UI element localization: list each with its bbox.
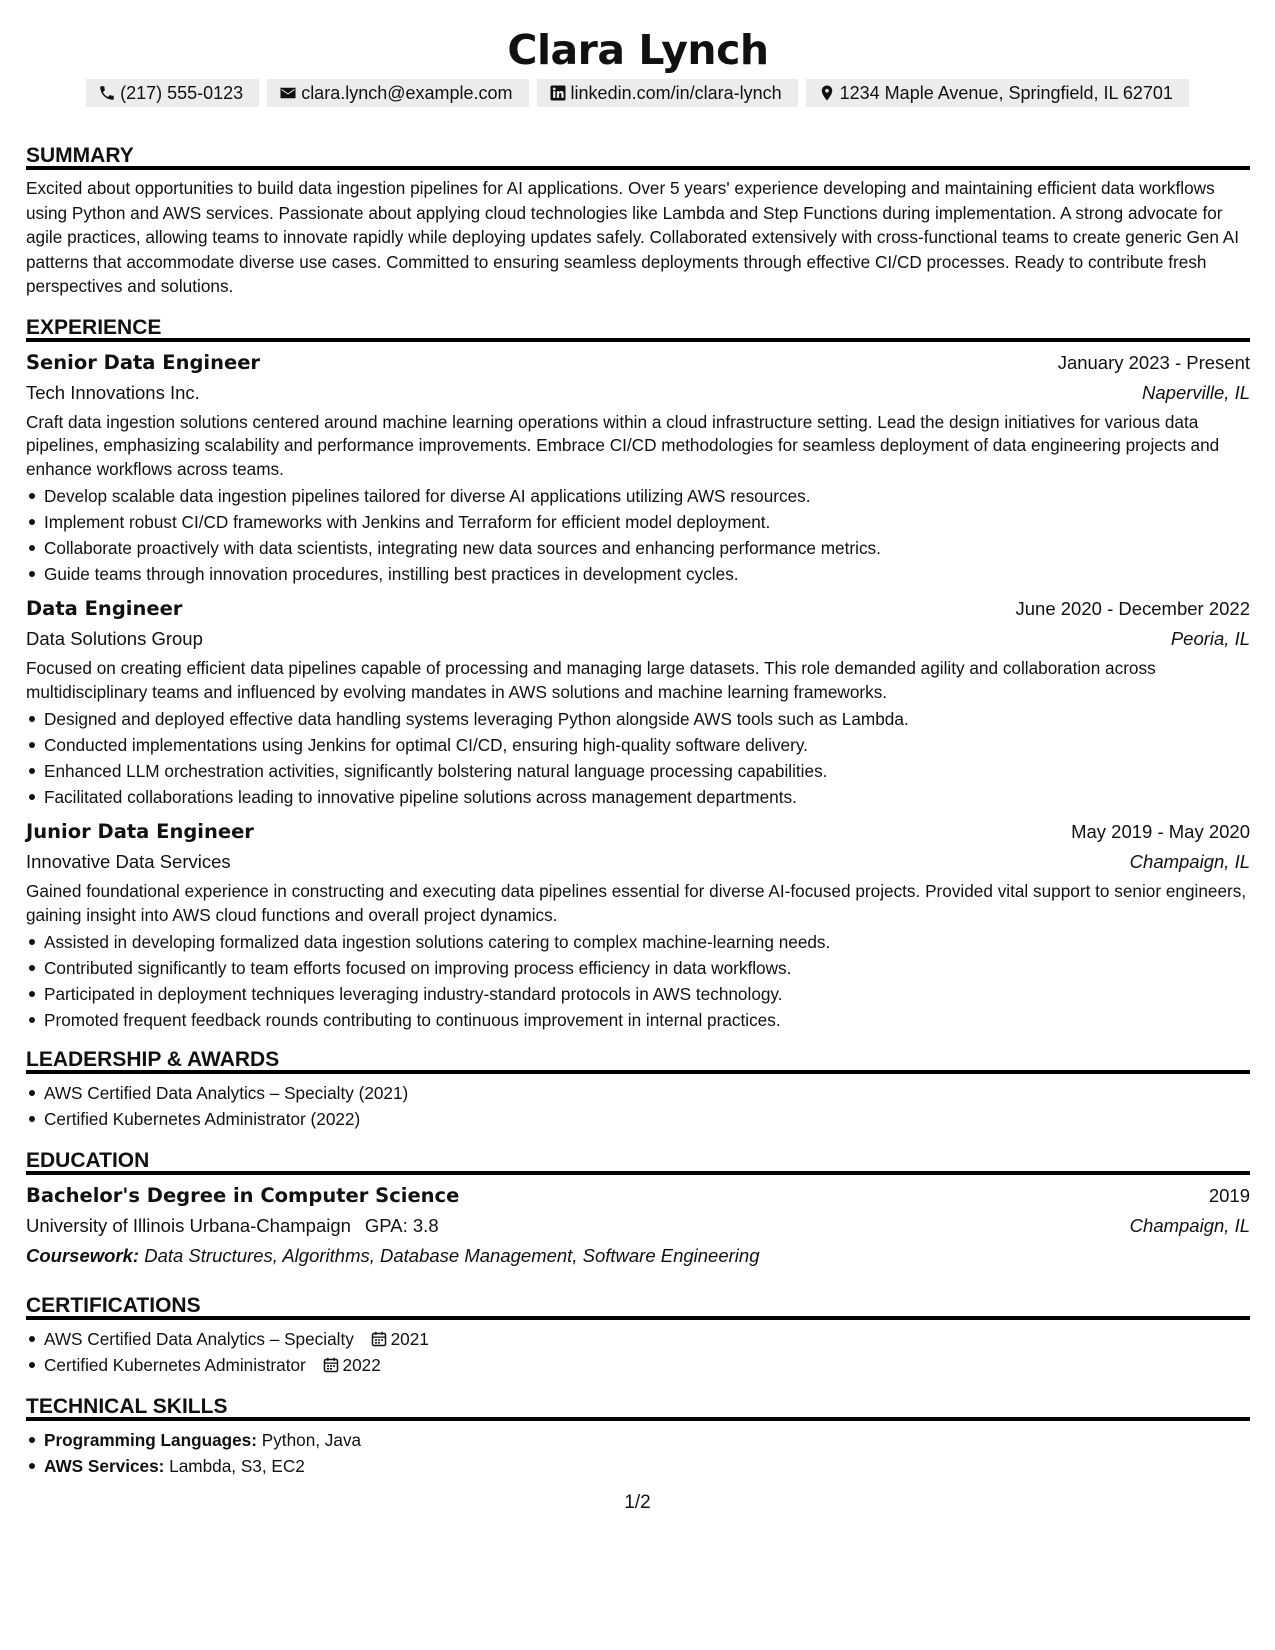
degree-title: Bachelor's Degree in Computer Science [26, 1184, 460, 1207]
coursework [26, 1241, 1250, 1271]
experience-section [26, 313, 1250, 1034]
section-title-leadership: LEADERSHIP & AWARDS [26, 1045, 1250, 1074]
certifications-section [26, 1291, 1250, 1378]
job-location: Champaign, IL [1129, 851, 1250, 872]
section-title-summary: SUMMARY [26, 141, 1250, 170]
school-name-row [26, 1211, 439, 1241]
list-item: Assisted in developing formalized data ingestion solutions catering to complex machine-learning needs. [26, 929, 1250, 955]
job-title: Junior Data Engineer [26, 820, 254, 843]
list-item [26, 1326, 1250, 1352]
school-name: University of Illinois Urbana-Champaign [26, 1215, 351, 1236]
list-item: Develop scalable data ingestion pipelines tailored for diverse AI applications utilizing AWS resources. [26, 483, 1250, 509]
list-item: Designed and deployed effective data handling systems leveraging Python alongside AWS tools such as Lambda. [26, 706, 1250, 732]
school-location: Champaign, IL [1129, 1215, 1250, 1236]
list-item [26, 1352, 1250, 1378]
list-item: Collaborate proactively with data scientists, integrating new data sources and enhancing performance metrics. [26, 535, 1250, 561]
job-location: Peoria, IL [1170, 628, 1250, 649]
list-item: Conducted implementations using Jenkins for optimal CI/CD, ensuring high-quality software delivery. [26, 732, 1250, 758]
list-item: Contributed significantly to team efforts focused on improving process efficiency in data workflows. [26, 955, 1250, 981]
list-item [26, 1427, 1250, 1453]
leadership-list [26, 1080, 1250, 1132]
skill-label: AWS Services: [44, 1456, 165, 1476]
envelope-icon [279, 84, 297, 102]
summary-section [26, 141, 1250, 299]
cert-name: Certified Kubernetes Administrator [44, 1355, 306, 1375]
list-item: Facilitated collaborations leading to innovative pipeline solutions across management departments. [26, 784, 1250, 810]
job-bullets [26, 706, 1250, 810]
list-item: Certified Kubernetes Administrator (2022) [26, 1106, 1250, 1132]
leadership-section [26, 1045, 1250, 1132]
section-title-skills: TECHNICAL SKILLS [26, 1392, 1250, 1421]
list-item: Guide teams through innovation procedures, instilling best practices in development cycles. [26, 561, 1250, 587]
job-description: Focused on creating efficient data pipelines capable of processing and managing large datasets. This role demanded agility and collaboration across multidisciplinary teams and influenced by evolving mandates in AWS solutions and machine learning frameworks. [26, 658, 1156, 702]
address-text: 1234 Maple Avenue, Springfield, IL 62701 [839, 83, 1173, 103]
section-title-education: EDUCATION [26, 1146, 1250, 1175]
job-entry [26, 594, 1250, 810]
page-number: 1/2 [624, 1492, 651, 1513]
job-dates: May 2019 - May 2020 [1071, 821, 1250, 842]
graduation-year: 2019 [1208, 1185, 1250, 1206]
contact-email[interactable] [267, 79, 528, 107]
email-text: clara.lynch@example.com [301, 83, 513, 103]
job-company: Innovative Data Services [26, 851, 231, 872]
candidate-name: Clara Lynch [507, 26, 769, 74]
job-company: Tech Innovations Inc. [26, 381, 200, 403]
cert-year: 2021 [390, 1329, 429, 1349]
skill-value: Python, Java [261, 1430, 362, 1450]
cert-name: AWS Certified Data Analytics – Specialty [44, 1329, 354, 1349]
section-title-experience: EXPERIENCE [26, 313, 1250, 342]
job-location: Naperville, IL [1142, 381, 1250, 403]
education-section [26, 1146, 1250, 1271]
linkedin-icon [549, 84, 567, 102]
summary-text: Excited about opportunities to build data ingestion pipelines for AI applications. Over 5 years' experience developing and maintaining efficient data workflows using Python and AWS services. Passionate about applying cloud technologies like Lambda and Step Functions during implementation. A strong advocate for agile practices, allowing teams to innovate rapidly while deploying updates safely. Collaborated extensively with cross-functional teams to create generic Gen AI patterns that accommodate diverse use cases. Committed to ensuring seamless deployments through effective CI/CD processes. Ready to contribute fresh perspectives and solutions. [26, 178, 1240, 296]
job-title: Data Engineer [26, 597, 183, 620]
contact-linkedin[interactable] [537, 79, 798, 107]
section-title-certifications: CERTIFICATIONS [26, 1291, 1250, 1320]
skill-label: Programming Languages: [44, 1430, 257, 1450]
linkedin-text: linkedin.com/in/clara-lynch [570, 83, 782, 103]
contact-phone[interactable] [86, 79, 259, 107]
job-description: Gained foundational experience in constructing and executing data pipelines essential for diverse AI-focused projects. Provided vital support to senior engineers, gaining insight into AWS cloud functions and overall project dynamics. [26, 881, 1247, 925]
resume-page [26, 0, 1250, 1479]
phone-text: (217) 555-0123 [120, 83, 244, 103]
list-item: Implement robust CI/CD frameworks with Jenkins and Terraform for efficient model deployment. [26, 509, 1250, 535]
skills-section [26, 1392, 1250, 1479]
job-company: Data Solutions Group [26, 628, 203, 649]
job-bullets [26, 483, 1250, 587]
job-dates: June 2020 - December 2022 [1015, 598, 1250, 619]
phone-icon [98, 84, 116, 102]
coursework-list: Data Structures, Algorithms, Database Management, Software Engineering [144, 1245, 760, 1266]
job-bullets [26, 929, 1250, 1033]
certifications-list [26, 1326, 1250, 1378]
list-item: Participated in deployment techniques leveraging industry-standard protocols in AWS technology. [26, 981, 1250, 1007]
calendar-icon [323, 1357, 339, 1373]
coursework-label: Coursework: [26, 1245, 140, 1266]
list-item: AWS Certified Data Analytics – Specialty (2021) [26, 1080, 1250, 1106]
job-description: Craft data ingestion solutions centered around machine learning operations within a cloud infrastructure setting. Lead the design initiatives for various data pipelines, emphasizing scalability and performance improvements. Embrace CI/CD methodologies for seamless deployment of data engineering projects and enhance workflows across teams. [26, 411, 1220, 479]
calendar-icon [371, 1331, 387, 1347]
list-item [26, 1453, 1250, 1479]
job-title: Senior Data Engineer [26, 350, 261, 374]
job-entry [26, 817, 1250, 1033]
map-pin-icon [818, 84, 836, 102]
gpa: GPA: 3.8 [364, 1215, 439, 1236]
list-item: Promoted frequent feedback rounds contributing to continuous improvement in internal practices. [26, 1007, 1250, 1033]
contact-bar [0, 79, 1275, 107]
contact-address [806, 79, 1189, 107]
job-entry [26, 348, 1250, 588]
skill-value: Lambda, S3, EC2 [169, 1456, 305, 1476]
job-dates: January 2023 - Present [1057, 351, 1250, 373]
list-item: Enhanced LLM orchestration activities, significantly bolstering natural language processing capabilities. [26, 758, 1250, 784]
skills-list [26, 1427, 1250, 1479]
cert-year: 2022 [342, 1355, 381, 1375]
